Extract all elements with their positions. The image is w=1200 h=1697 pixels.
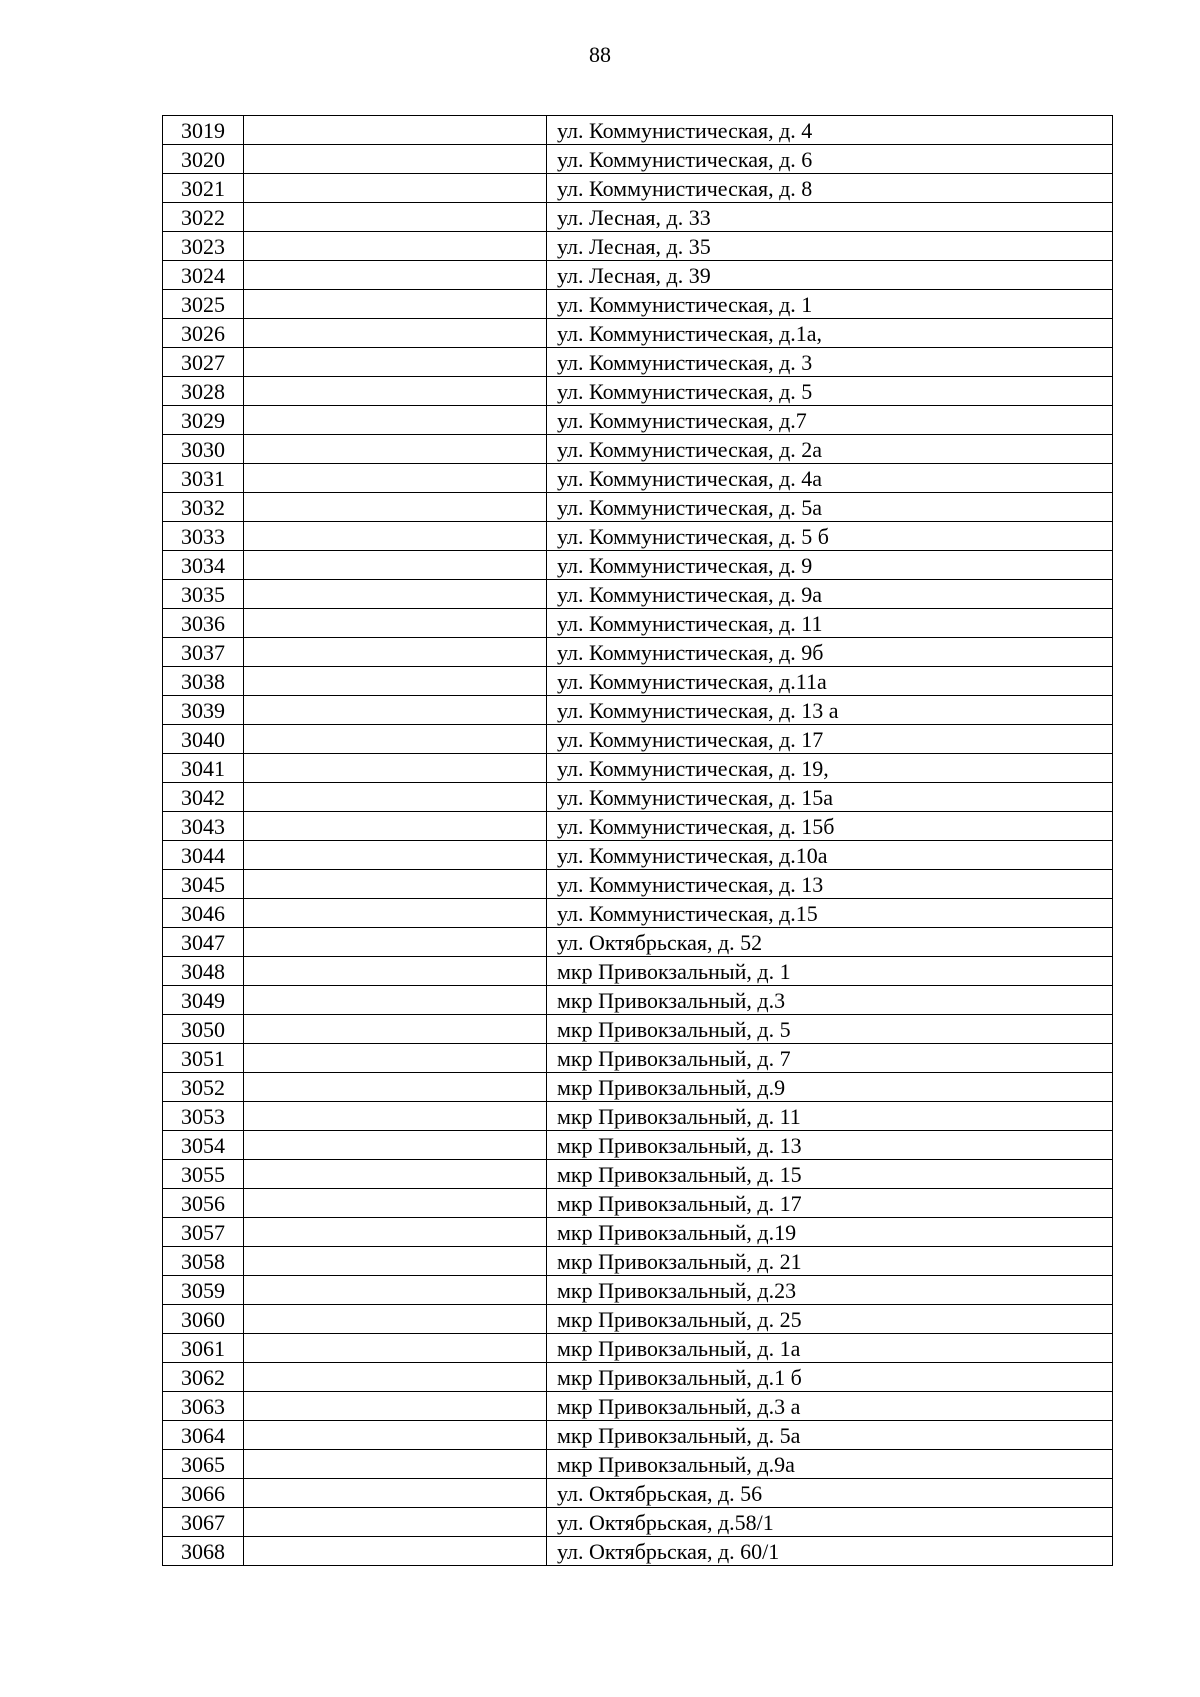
empty-cell: [244, 783, 547, 812]
table-row: [163, 957, 1113, 986]
address-cell: мкр Привокзальный, д. 17: [547, 1189, 1113, 1218]
empty-cell: [244, 1450, 547, 1479]
row-number: 3043: [163, 812, 244, 841]
address-cell: мкр Привокзальный, д. 5а: [547, 1421, 1113, 1450]
row-number: 3027: [163, 348, 244, 377]
empty-cell: [244, 1537, 547, 1566]
empty-cell: [244, 145, 547, 174]
address-cell: ул. Октябрьская, д. 60/1: [547, 1537, 1113, 1566]
table-row: [163, 1189, 1113, 1218]
table-row: [163, 1160, 1113, 1189]
address-cell: ул. Коммунистическая, д. 5а: [547, 493, 1113, 522]
row-number: 3051: [163, 1044, 244, 1073]
table-row: [163, 667, 1113, 696]
table-row: [163, 1073, 1113, 1102]
table-row: [163, 1392, 1113, 1421]
empty-cell: [244, 1508, 547, 1537]
row-number: 3054: [163, 1131, 244, 1160]
empty-cell: [244, 290, 547, 319]
row-number: 3032: [163, 493, 244, 522]
table-row: [163, 609, 1113, 638]
table-row: [163, 174, 1113, 203]
address-cell: ул. Коммунистическая, д. 4: [547, 116, 1113, 145]
table-row: [163, 203, 1113, 232]
address-cell: ул. Октябрьская, д. 52: [547, 928, 1113, 957]
address-cell: мкр Привокзальный, д. 1а: [547, 1334, 1113, 1363]
empty-cell: [244, 319, 547, 348]
row-number: 3056: [163, 1189, 244, 1218]
address-cell: ул. Коммунистическая, д. 9: [547, 551, 1113, 580]
address-cell: ул. Коммунистическая, д. 11: [547, 609, 1113, 638]
empty-cell: [244, 1421, 547, 1450]
row-number: 3038: [163, 667, 244, 696]
address-cell: ул. Коммунистическая, д.10а: [547, 841, 1113, 870]
table-row: [163, 290, 1113, 319]
row-number: 3066: [163, 1479, 244, 1508]
empty-cell: [244, 1334, 547, 1363]
table-row: [163, 406, 1113, 435]
address-cell: ул. Коммунистическая, д. 15б: [547, 812, 1113, 841]
row-number: 3064: [163, 1421, 244, 1450]
table-row: [163, 1421, 1113, 1450]
empty-cell: [244, 493, 547, 522]
row-number: 3062: [163, 1363, 244, 1392]
row-number: 3048: [163, 957, 244, 986]
row-number: 3052: [163, 1073, 244, 1102]
empty-cell: [244, 667, 547, 696]
address-cell: мкр Привокзальный, д. 7: [547, 1044, 1113, 1073]
table-row: [163, 1334, 1113, 1363]
row-number: 3020: [163, 145, 244, 174]
empty-cell: [244, 1479, 547, 1508]
empty-cell: [244, 1276, 547, 1305]
row-number: 3026: [163, 319, 244, 348]
address-cell: мкр Привокзальный, д. 11: [547, 1102, 1113, 1131]
row-number: 3030: [163, 435, 244, 464]
address-table: [162, 115, 1113, 1566]
empty-cell: [244, 638, 547, 667]
row-number: 3037: [163, 638, 244, 667]
address-cell: ул. Коммунистическая, д. 13: [547, 870, 1113, 899]
row-number: 3053: [163, 1102, 244, 1131]
row-number: 3024: [163, 261, 244, 290]
table-row: [163, 841, 1113, 870]
empty-cell: [244, 1160, 547, 1189]
empty-cell: [244, 1218, 547, 1247]
empty-cell: [244, 116, 547, 145]
table-row: [163, 493, 1113, 522]
table-row: [163, 551, 1113, 580]
table-row: [163, 986, 1113, 1015]
empty-cell: [244, 899, 547, 928]
address-cell: ул. Коммунистическая, д. 17: [547, 725, 1113, 754]
empty-cell: [244, 1073, 547, 1102]
address-cell: ул. Коммунистическая, д. 4а: [547, 464, 1113, 493]
empty-cell: [244, 609, 547, 638]
table-row: [163, 1508, 1113, 1537]
address-cell: мкр Привокзальный, д.23: [547, 1276, 1113, 1305]
empty-cell: [244, 174, 547, 203]
address-cell: мкр Привокзальный, д.1 б: [547, 1363, 1113, 1392]
row-number: 3022: [163, 203, 244, 232]
row-number: 3049: [163, 986, 244, 1015]
table-row: [163, 928, 1113, 957]
row-number: 3042: [163, 783, 244, 812]
empty-cell: [244, 841, 547, 870]
address-cell: ул. Лесная, д. 35: [547, 232, 1113, 261]
empty-cell: [244, 957, 547, 986]
address-cell: ул. Коммунистическая, д.1а,: [547, 319, 1113, 348]
address-cell: ул. Октябрьская, д.58/1: [547, 1508, 1113, 1537]
address-cell: ул. Лесная, д. 39: [547, 261, 1113, 290]
empty-cell: [244, 870, 547, 899]
table-row: [163, 1479, 1113, 1508]
row-number: 3046: [163, 899, 244, 928]
address-cell: ул. Октябрьская, д. 56: [547, 1479, 1113, 1508]
address-cell: ул. Коммунистическая, д.15: [547, 899, 1113, 928]
empty-cell: [244, 203, 547, 232]
empty-cell: [244, 1392, 547, 1421]
address-cell: мкр Привокзальный, д. 15: [547, 1160, 1113, 1189]
address-cell: мкр Привокзальный, д.9: [547, 1073, 1113, 1102]
empty-cell: [244, 522, 547, 551]
empty-cell: [244, 1189, 547, 1218]
row-number: 3041: [163, 754, 244, 783]
empty-cell: [244, 928, 547, 957]
address-cell: ул. Коммунистическая, д. 6: [547, 145, 1113, 174]
table-row: [163, 261, 1113, 290]
address-cell: ул. Коммунистическая, д. 15а: [547, 783, 1113, 812]
row-number: 3028: [163, 377, 244, 406]
address-cell: мкр Привокзальный, д. 13: [547, 1131, 1113, 1160]
row-number: 3031: [163, 464, 244, 493]
row-number: 3068: [163, 1537, 244, 1566]
empty-cell: [244, 435, 547, 464]
empty-cell: [244, 464, 547, 493]
address-cell: мкр Привокзальный, д. 21: [547, 1247, 1113, 1276]
address-table-body: [163, 116, 1113, 1566]
address-cell: ул. Коммунистическая, д. 8: [547, 174, 1113, 203]
empty-cell: [244, 1102, 547, 1131]
empty-cell: [244, 986, 547, 1015]
address-cell: ул. Коммунистическая, д.7: [547, 406, 1113, 435]
address-cell: ул. Коммунистическая, д.11а: [547, 667, 1113, 696]
row-number: 3061: [163, 1334, 244, 1363]
empty-cell: [244, 377, 547, 406]
row-number: 3033: [163, 522, 244, 551]
empty-cell: [244, 754, 547, 783]
row-number: 3029: [163, 406, 244, 435]
row-number: 3047: [163, 928, 244, 957]
table-row: [163, 1131, 1113, 1160]
address-cell: ул. Коммунистическая, д. 5 б: [547, 522, 1113, 551]
empty-cell: [244, 812, 547, 841]
row-number: 3019: [163, 116, 244, 145]
address-cell: мкр Привокзальный, д.19: [547, 1218, 1113, 1247]
address-cell: мкр Привокзальный, д.3 а: [547, 1392, 1113, 1421]
empty-cell: [244, 1131, 547, 1160]
table-row: [163, 1247, 1113, 1276]
table-row: [163, 145, 1113, 174]
empty-cell: [244, 261, 547, 290]
table-row: [163, 435, 1113, 464]
table-row: [163, 1276, 1113, 1305]
table-row: [163, 1218, 1113, 1247]
row-number: 3036: [163, 609, 244, 638]
table-row: [163, 783, 1113, 812]
table-row: [163, 1044, 1113, 1073]
table-row: [163, 725, 1113, 754]
table-row: [163, 1537, 1113, 1566]
address-cell: ул. Коммунистическая, д. 13 а: [547, 696, 1113, 725]
address-cell: ул. Лесная, д. 33: [547, 203, 1113, 232]
table-row: [163, 116, 1113, 145]
address-cell: мкр Привокзальный, д. 25: [547, 1305, 1113, 1334]
row-number: 3039: [163, 696, 244, 725]
address-cell: ул. Коммунистическая, д. 5: [547, 377, 1113, 406]
table-row: [163, 754, 1113, 783]
row-number: 3045: [163, 870, 244, 899]
empty-cell: [244, 725, 547, 754]
address-cell: ул. Коммунистическая, д. 9б: [547, 638, 1113, 667]
empty-cell: [244, 551, 547, 580]
address-cell: ул. Коммунистическая, д. 9а: [547, 580, 1113, 609]
table-row: [163, 1305, 1113, 1334]
table-row: [163, 522, 1113, 551]
table-row: [163, 580, 1113, 609]
table-row: [163, 1363, 1113, 1392]
empty-cell: [244, 1247, 547, 1276]
row-number: 3059: [163, 1276, 244, 1305]
table-row: [163, 1102, 1113, 1131]
row-number: 3067: [163, 1508, 244, 1537]
empty-cell: [244, 696, 547, 725]
empty-cell: [244, 1363, 547, 1392]
row-number: 3023: [163, 232, 244, 261]
empty-cell: [244, 580, 547, 609]
address-cell: ул. Коммунистическая, д. 3: [547, 348, 1113, 377]
row-number: 3065: [163, 1450, 244, 1479]
empty-cell: [244, 406, 547, 435]
address-cell: ул. Коммунистическая, д. 19,: [547, 754, 1113, 783]
address-cell: мкр Привокзальный, д. 5: [547, 1015, 1113, 1044]
row-number: 3057: [163, 1218, 244, 1247]
table-row: [163, 232, 1113, 261]
row-number: 3034: [163, 551, 244, 580]
row-number: 3058: [163, 1247, 244, 1276]
table-row: [163, 870, 1113, 899]
row-number: 3021: [163, 174, 244, 203]
row-number: 3025: [163, 290, 244, 319]
row-number: 3050: [163, 1015, 244, 1044]
table-row: [163, 377, 1113, 406]
address-cell: ул. Коммунистическая, д. 1: [547, 290, 1113, 319]
row-number: 3044: [163, 841, 244, 870]
address-cell: мкр Привокзальный, д. 1: [547, 957, 1113, 986]
address-cell: ул. Коммунистическая, д. 2а: [547, 435, 1113, 464]
table-row: [163, 464, 1113, 493]
page-number: 88: [589, 42, 611, 67]
table-row: [163, 348, 1113, 377]
table-row: [163, 899, 1113, 928]
table-row: [163, 1450, 1113, 1479]
empty-cell: [244, 1015, 547, 1044]
empty-cell: [244, 1044, 547, 1073]
table-row: [163, 1015, 1113, 1044]
table-row: [163, 812, 1113, 841]
empty-cell: [244, 1305, 547, 1334]
table-row: [163, 638, 1113, 667]
address-cell: мкр Привокзальный, д.3: [547, 986, 1113, 1015]
row-number: 3060: [163, 1305, 244, 1334]
empty-cell: [244, 232, 547, 261]
row-number: 3035: [163, 580, 244, 609]
row-number: 3040: [163, 725, 244, 754]
table-row: [163, 319, 1113, 348]
row-number: 3055: [163, 1160, 244, 1189]
table-row: [163, 696, 1113, 725]
address-cell: мкр Привокзальный, д.9а: [547, 1450, 1113, 1479]
row-number: 3063: [163, 1392, 244, 1421]
empty-cell: [244, 348, 547, 377]
